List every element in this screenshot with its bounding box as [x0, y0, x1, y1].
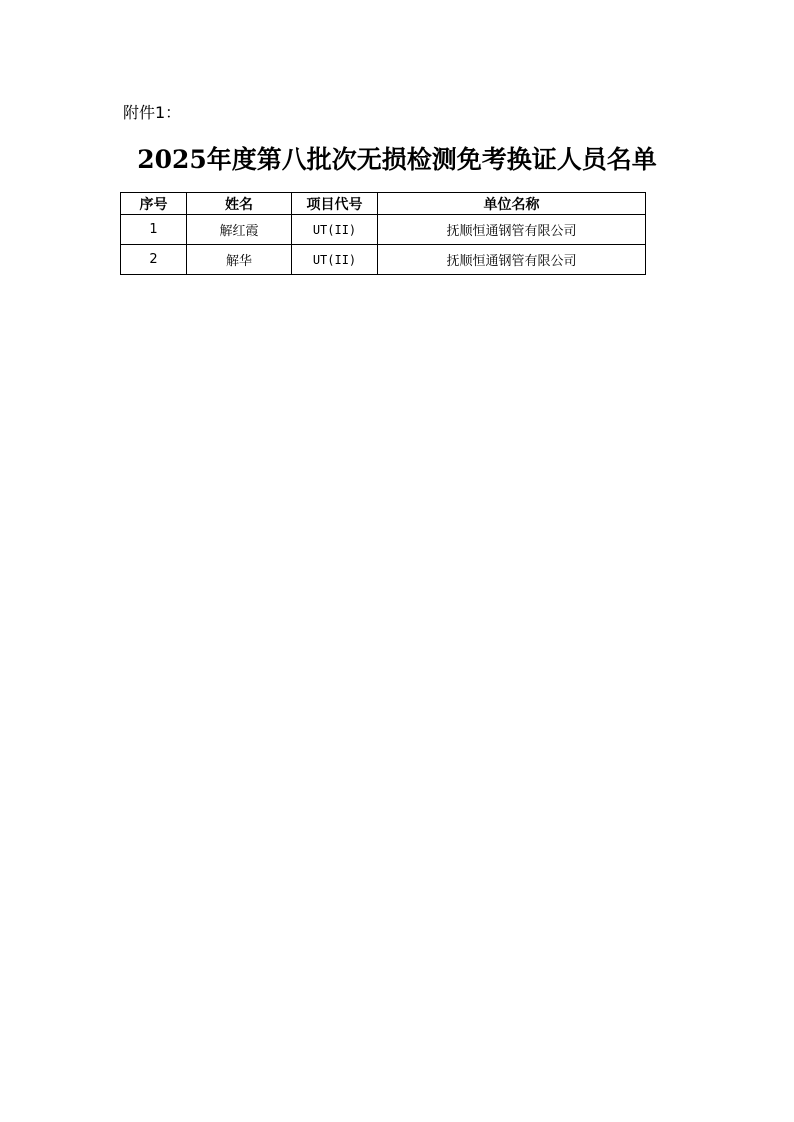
attachment-label: 附件1： [123, 103, 182, 122]
table-row [121, 215, 646, 245]
table-header-row [121, 193, 646, 215]
header-project-code: 项目代号 [292, 193, 378, 215]
personnel-table [120, 192, 646, 275]
document-title: 2025年度第八批次无损检测免考换证人员名单 [137, 145, 657, 174]
cell-project-code: UT(II) [292, 245, 378, 275]
header-name: 姓名 [187, 193, 292, 215]
cell-index: 2 [121, 245, 187, 275]
cell-company: 抚顺恒通钢管有限公司 [378, 245, 646, 275]
cell-project-code: UT(II) [292, 215, 378, 245]
header-index: 序号 [121, 193, 187, 215]
cell-name: 解红霞 [187, 215, 292, 245]
cell-company: 抚顺恒通钢管有限公司 [378, 215, 646, 245]
table-row [121, 245, 646, 275]
cell-name: 解华 [187, 245, 292, 275]
cell-index: 1 [121, 215, 187, 245]
header-company: 单位名称 [378, 193, 646, 215]
